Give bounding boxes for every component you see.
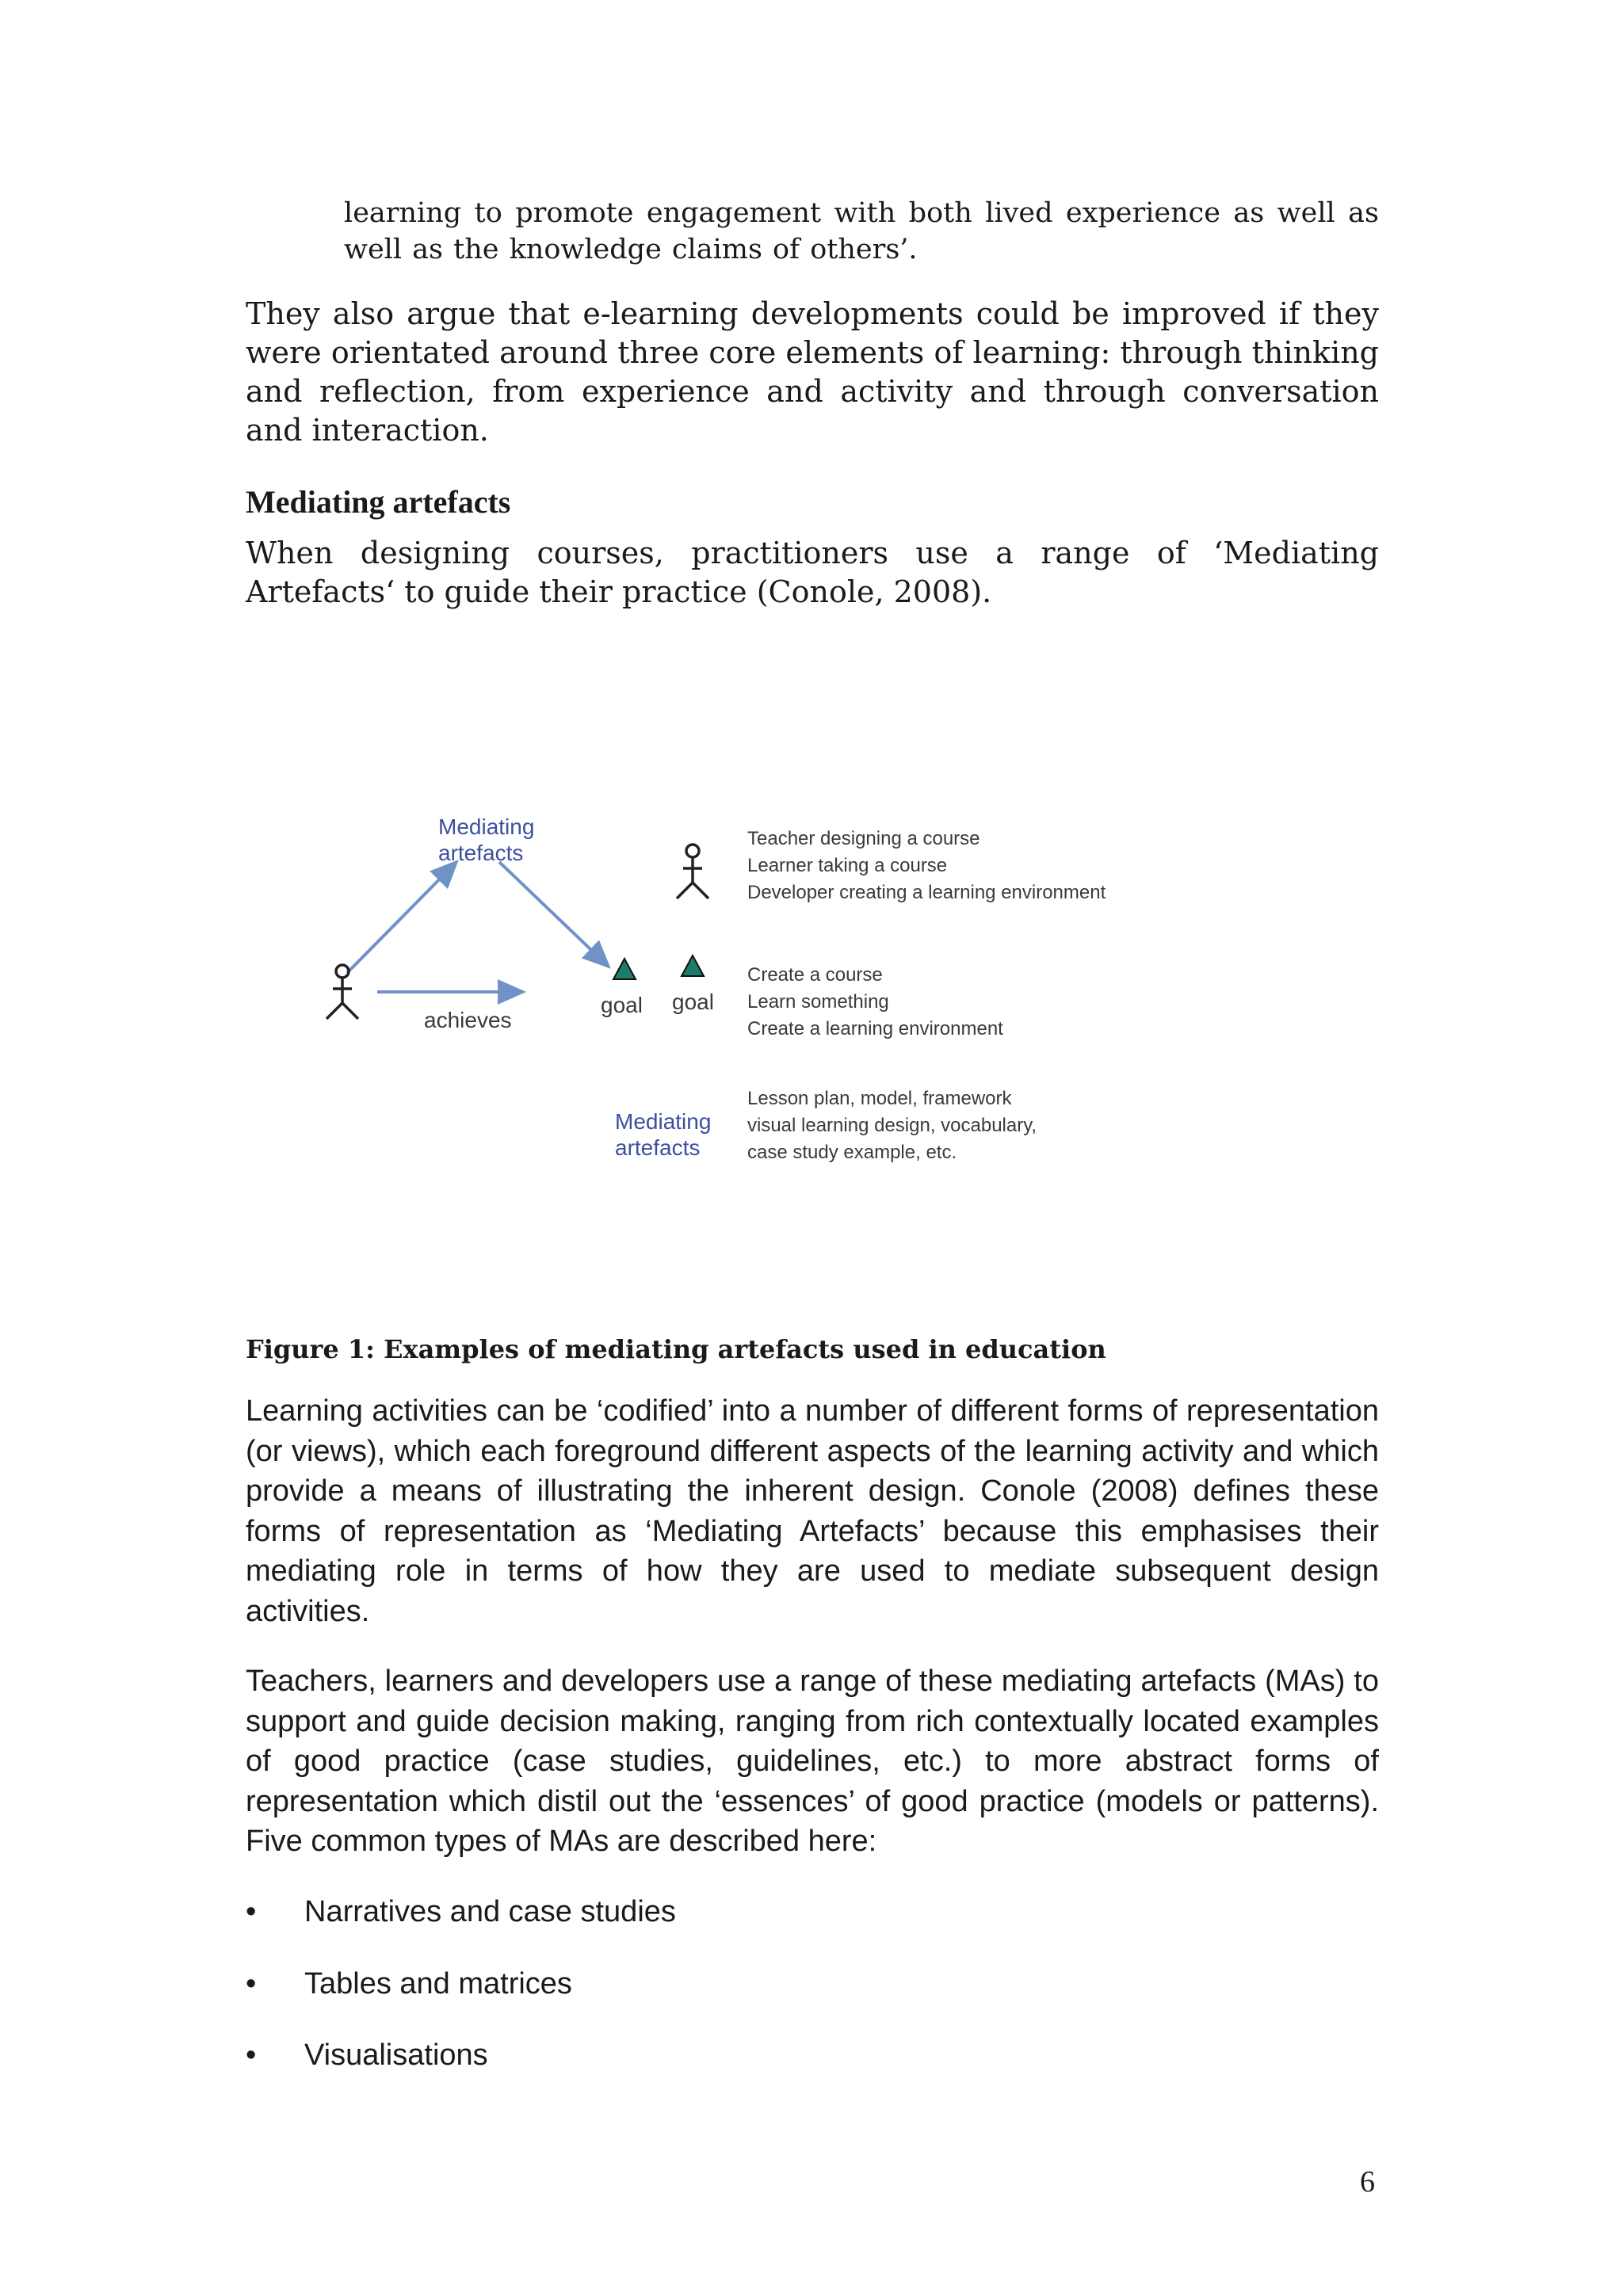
paragraph-teachers-learners: Teachers, learners and developers use a range of these mediating artefacts (MAs) to support and guide decision making, ranging from rich contextually located examples of good practice (case studies, guidelines, etc.) to more abstract forms of representation which distil out the ‘essences’ of good practice (models or patterns). Five common types of MAs are described here: — [246, 1665, 1379, 1858]
goal-triangle-icon — [613, 959, 636, 979]
person-icon — [677, 845, 708, 898]
goal-label-1: goal — [601, 993, 643, 1017]
bullet-icon: • — [246, 2039, 257, 2072]
paragraph-elearning: They also argue that e-learning developments could be improved if they were orientated around three core elements of learning: through thinking and reflection, from experience and activity and through conversation and interaction. — [246, 296, 1379, 448]
list-item-text: Tables and matrices — [304, 1967, 572, 2000]
artefact-item: Lesson plan, model, framework — [747, 1088, 1012, 1109]
actor-item: Learner taking a course — [747, 855, 948, 876]
figure-diagram — [309, 800, 1149, 1196]
page-number: 6 — [1360, 2165, 1375, 2199]
top-artefacts-label: artefacts — [438, 841, 524, 865]
arrow-person-to-artefacts — [347, 862, 456, 973]
ma-mediating-label: Mediating — [615, 1109, 712, 1134]
list-item-text: Narratives and case studies — [304, 1895, 676, 1928]
figure-mediating-artefacts — [309, 800, 1149, 1196]
goal-item: Create a course — [747, 964, 883, 986]
figure-caption: Figure 1: Examples of mediating artefacts used in education — [246, 1334, 1106, 1364]
actor-item: Teacher designing a course — [747, 828, 980, 849]
ma-artefacts-label: artefacts — [615, 1135, 701, 1160]
person-icon — [327, 965, 358, 1019]
artefact-item: case study example, etc. — [747, 1142, 957, 1163]
paragraph-designing-courses: When designing courses, practitioners use a range of ‘Mediating Artefacts‘ to guide their practice (Conole, 2008). — [246, 536, 1379, 609]
artefact-item: visual learning design, vocabulary, — [747, 1115, 1037, 1136]
goal-item: Create a learning environment — [747, 1018, 1003, 1039]
bullet-icon: • — [246, 1967, 257, 2000]
list-item-text: Visualisations — [304, 2039, 488, 2072]
goal-item: Learn something — [747, 991, 889, 1013]
achieves-label: achieves — [424, 1008, 512, 1032]
bullet-icon: • — [246, 1895, 257, 1928]
section-heading: Mediating artefacts — [246, 484, 511, 520]
goal-triangle-icon — [682, 955, 704, 976]
actor-item: Developer creating a learning environment — [747, 882, 1106, 903]
top-mediating-label: Mediating — [438, 814, 535, 839]
block-quote: learning to promote engagement with both lived experience as well as well as the knowledge claims of others’. — [344, 197, 1379, 265]
arrow-artefacts-to-goal — [499, 862, 609, 967]
paragraph-codified: Learning activities can be ‘codified’ into a number of different forms of representation (or views), which each foreground different aspects of the learning activity and which provide a means of illustrating the inherent design. Conole (2008) defines these forms of representation as ‘Mediating Artefacts’ because this emphasises their mediating role in terms of how they are used to mediate subsequent design activities. — [246, 1394, 1379, 1628]
goal-label-2: goal — [672, 990, 714, 1014]
